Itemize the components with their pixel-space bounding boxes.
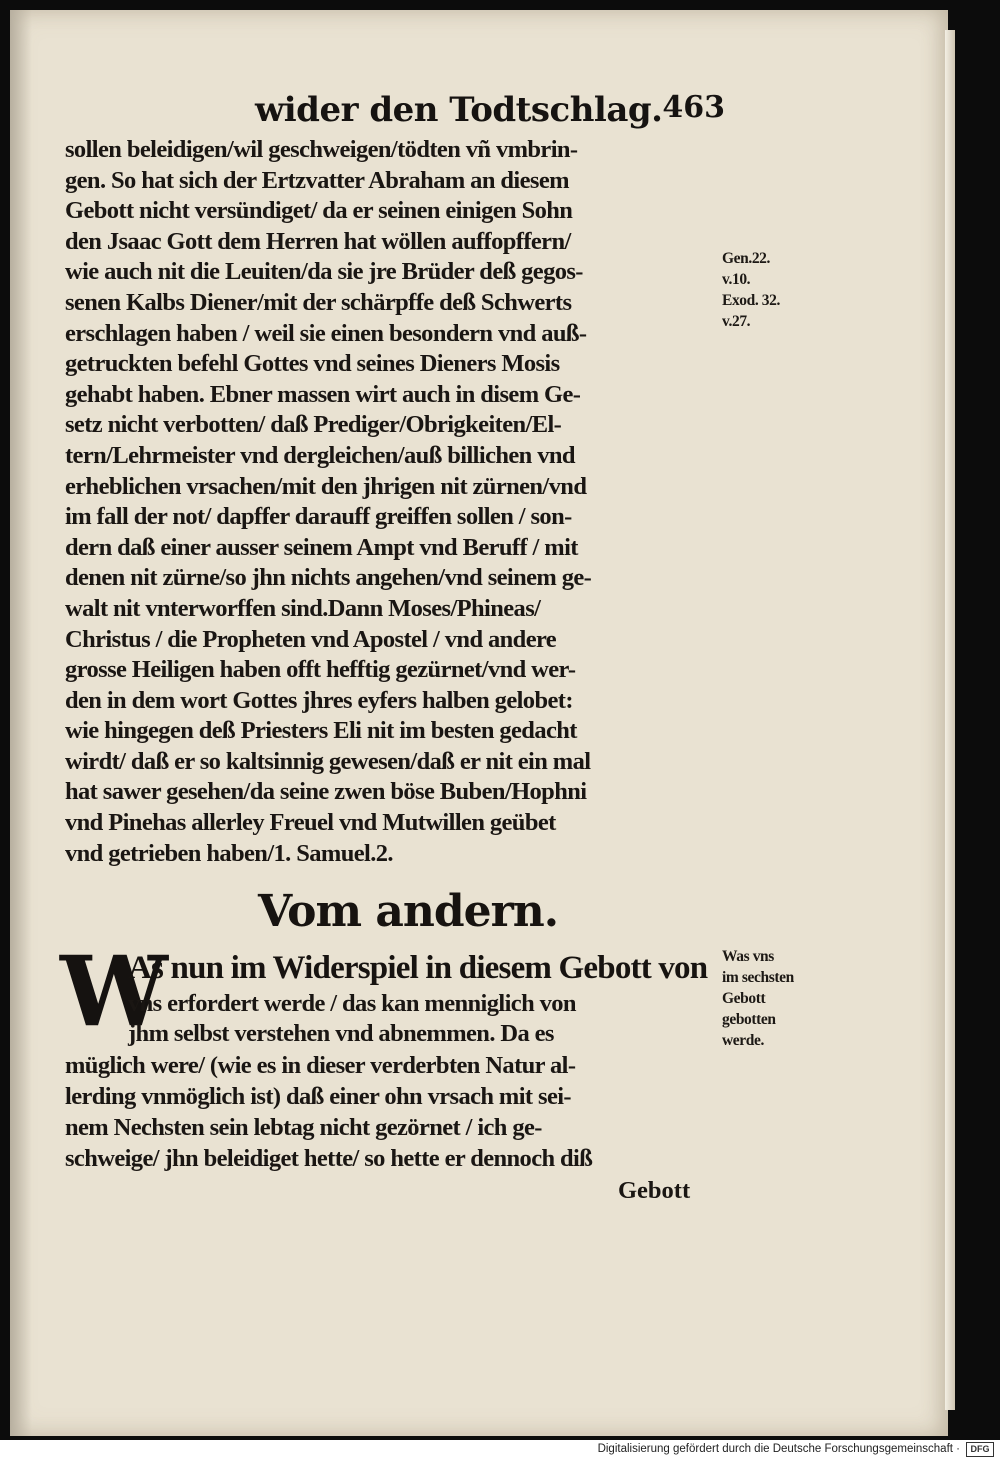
text-line: im fall der not/ dapffer darauff greiffen sollen / son- (65, 503, 572, 531)
margin-note-line: Gebott (722, 990, 766, 1007)
footer-bar (0, 1440, 1000, 1461)
text-line: wirdt/ daß er so kaltsinnig gewesen/daß er nit ein mal (65, 747, 591, 775)
margin-note-line: v.27. (722, 313, 751, 330)
funding-notice: Digitalisierung gefördert durch die Deutsche Forschungsgemeinschaft · (597, 1443, 960, 1455)
page-gutter-shadow (10, 10, 32, 1436)
decorated-initial: W (60, 935, 168, 1048)
text-line: wie hingegen deß Priesters Eli nit im besten gedacht (65, 717, 577, 745)
text-line: setz nicht verbotten/ daß Prediger/Obrigkeiten/El- (65, 411, 562, 439)
text-line: wie auch nit die Leuiten/da sie jre Brüder deß gegos- (65, 258, 583, 286)
text-line: nem Nechsten sein lebtag nicht gezörnet / ich ge- (65, 1114, 542, 1141)
text-line: lerding vnmöglich ist) daß einer ohn vrsach mit sei- (65, 1083, 571, 1110)
text-line: jhm selbst verstehen vnd abnemmen. Da es (128, 1020, 554, 1047)
text-line: müglich were/ (wie es in dieser verderbten Natur al- (65, 1052, 576, 1079)
text-line: hat sawer gesehen/da seine zwen böse Buben/Hophni (65, 778, 587, 806)
margin-note-line: im sechsten (722, 969, 794, 986)
text-line: gen. So hat sich der Ertzvatter Abraham an diesem (65, 166, 569, 194)
text-line: erheblichen vrsachen/mit den jhrigen nit zürnen/vnd (65, 472, 587, 500)
text-line: grosse Heiligen haben offt hefftig gezürnet/vnd wer- (65, 656, 576, 684)
text-line: schweige/ jhn beleidiget hette/ so hette er dennoch diß (65, 1145, 593, 1172)
text-line: sollen beleidigen/wil geschweigen/tödten vñ vmbrin- (65, 136, 578, 163)
text-line: erschlagen haben / weil sie einen besondern vnd auß- (65, 319, 587, 347)
margin-note-line: gebotten (722, 1011, 776, 1028)
text-line: senen Kalbs Diener/mit der schärpffe deß Schwerts (65, 288, 572, 316)
margin-note-references (722, 248, 812, 332)
margin-note-line: Gen.22. (722, 250, 771, 267)
text-line: vnd Pinehas allerley Freuel vnd Mutwillen geübet (65, 809, 556, 837)
text-line-first: As nun im Widerspiel in diesem Gebott von (128, 950, 708, 986)
text-line: den Jsaac Gott dem Herren hat wöllen auffopffern/ (65, 227, 571, 255)
catchword: Gebott (618, 1177, 691, 1204)
section-heading: Vom andern. (258, 886, 559, 937)
page-header (255, 90, 725, 136)
main-paragraph (65, 135, 715, 869)
text-line: gehabt haben. Ebner massen wirt auch in disem Ge- (65, 380, 581, 408)
page-number: 463 (662, 90, 725, 125)
text-line: Christus / die Propheten vnd Apostel / vnd andere (65, 625, 557, 653)
margin-note-summary (722, 946, 812, 1051)
text-line: dern daß einer ausser seinem Ampt vnd Beruff / mit (65, 533, 578, 561)
text-line: Gebott nicht versündiget/ da er seinen einigen Sohn (65, 197, 573, 225)
text-line: denen nit zürne/so jhn nichts angehen/vnd seinem ge- (65, 564, 592, 592)
text-line: den in dem wort Gottes jhres eyfers halben gelobet: (65, 686, 573, 714)
dfg-logo-icon: DFG (966, 1442, 994, 1457)
margin-note-line: werde. (722, 1032, 764, 1049)
text-line: walt nit vnterworffen sind.Dann Moses/Phineas/ (65, 594, 541, 622)
text-line: getruckten befehl Gottes vnd seines Dieners Mosis (65, 350, 560, 378)
margin-note-line: Was vns (722, 948, 774, 965)
running-head: wider den Todtschlag. (255, 90, 663, 130)
text-line: vnd getrieben haben/1. Samuel.2. (65, 839, 393, 867)
margin-note-line: v.10. (722, 271, 751, 288)
text-line: vns erfordert werde / das kan menniglich von (128, 990, 576, 1017)
text-line: tern/Lehrmeister vnd dergleichen/auß billichen vnd (65, 441, 575, 469)
margin-note-line: Exod. 32. (722, 292, 780, 309)
page-edge (945, 30, 955, 1410)
